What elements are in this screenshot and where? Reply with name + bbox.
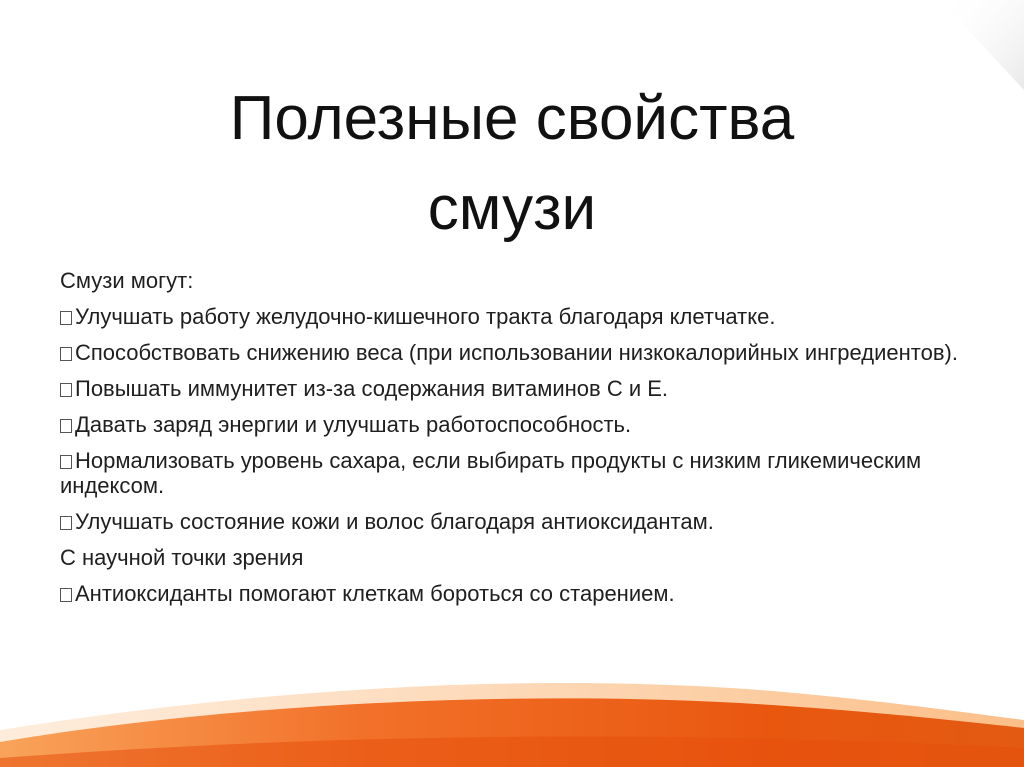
missing-glyph-box-icon bbox=[60, 347, 72, 361]
list-item bbox=[60, 448, 960, 498]
list-item-text: Способствовать снижению веса (при использовании низкокалорийных ингредиентов). bbox=[75, 340, 958, 365]
list-item-text: Давать заряд энергии и улучшать работоспособность. bbox=[75, 412, 632, 437]
missing-glyph-box-icon bbox=[60, 311, 72, 325]
slide-title-line-1: Полезные свойства bbox=[229, 84, 795, 153]
list-item bbox=[60, 340, 960, 365]
list-item bbox=[60, 376, 960, 401]
intro-text: Смузи могут: bbox=[60, 268, 194, 293]
missing-glyph-box-icon bbox=[60, 588, 72, 602]
list-item bbox=[60, 412, 960, 437]
slide-title-line-2: смузи bbox=[427, 174, 597, 243]
missing-glyph-box-icon bbox=[60, 516, 72, 530]
slide-body bbox=[60, 268, 960, 617]
missing-glyph-box-icon bbox=[60, 455, 72, 469]
list-item-text: Антиоксиданты помогают клеткам бороться со старением. bbox=[75, 581, 675, 606]
missing-glyph-box-icon bbox=[60, 383, 72, 397]
subheading: С научной точки зрения bbox=[60, 545, 304, 570]
missing-glyph-box-icon bbox=[60, 419, 72, 433]
list-item bbox=[60, 581, 960, 606]
list-item-text: Улучшать работу желудочно-кишечного тракта благодаря клетчатке. bbox=[75, 304, 776, 329]
list-item bbox=[60, 304, 960, 329]
slide-title bbox=[0, 74, 1024, 254]
list-item-text: Повышать иммунитет из-за содержания витаминов С и Е. bbox=[75, 376, 669, 401]
list-item-text: Улучшать состояние кожи и волос благодаря антиоксидантам. bbox=[75, 509, 714, 534]
list-item bbox=[60, 509, 960, 534]
list-item-text: Нормализовать уровень сахара, если выбирать продукты с низким гликемическим индексом. bbox=[60, 448, 922, 498]
